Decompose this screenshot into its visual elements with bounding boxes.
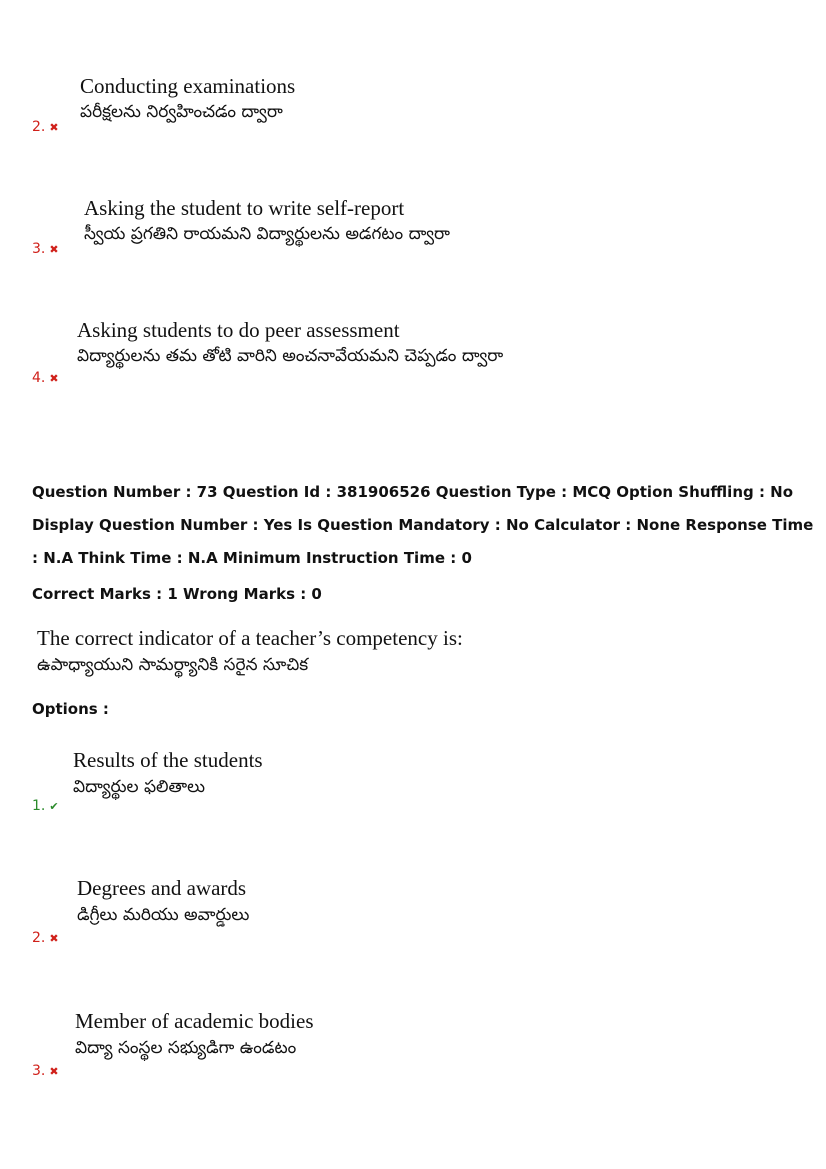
option-english: Results of the students <box>73 748 263 772</box>
option-1 <box>32 748 632 818</box>
option-telugu: విద్యార్థుల ఫలితాలు <box>73 777 206 797</box>
prev-option-2 <box>32 74 632 140</box>
question-text-english: The correct indicator of a teacher’s competency is: <box>37 626 463 650</box>
question-meta-line-1: Question Number : 73 Question Id : 381906526 Question Type : MCQ Option Shuffling : No <box>32 483 794 501</box>
option-telugu: విద్యా సంస్థల సభ్యుడిగా ఉండటం <box>75 1038 297 1058</box>
prev-option-3 <box>32 196 632 262</box>
option-english: Conducting examinations <box>80 74 296 98</box>
option-2 <box>32 876 632 948</box>
check-icon: ✔ <box>49 800 59 813</box>
cross-icon: ✖ <box>49 932 59 945</box>
option-number: 4. ✖ <box>32 370 59 386</box>
option-telugu: స్వీయ ప్రగతిని రాయమని విద్యార్థులను అడగటం ద్వారా <box>84 224 450 244</box>
option-telugu: పరీక్షలను నిర్వహించడం ద్వారా <box>80 102 283 122</box>
cross-icon: ✖ <box>49 243 59 256</box>
question-meta-line-3: : N.A Think Time : N.A Minimum Instruction Time : 0 <box>32 549 472 567</box>
option-number: 3. ✖ <box>32 1063 59 1079</box>
option-number: 2. ✖ <box>32 930 59 946</box>
option-telugu: విద్యార్థులను తమ తోటి వారిని అంచనావేయమని చెప్పడం ద్వారా <box>77 346 504 366</box>
option-number: 2. ✖ <box>32 119 59 135</box>
option-number: 1. ✔ <box>32 798 59 814</box>
question-meta-line-2: Display Question Number : Yes Is Question Mandatory : No Calculator : None Response Time <box>32 516 814 534</box>
option-telugu: డిగ్రీలు మరియు అవార్డులు <box>77 905 250 925</box>
option-number: 3. ✖ <box>32 241 59 257</box>
option-3 <box>32 1009 632 1081</box>
option-english: Degrees and awards <box>77 876 247 900</box>
cross-icon: ✖ <box>49 372 59 385</box>
options-label: Options : <box>32 700 109 718</box>
question-text-telugu: ఉపాధ్యాయుని సామర్థ్యానికి సరైన సూచిక <box>37 655 309 675</box>
option-english: Asking the student to write self-report <box>84 196 405 220</box>
question-marks: Correct Marks : 1 Wrong Marks : 0 <box>32 585 322 603</box>
cross-icon: ✖ <box>49 121 59 134</box>
cross-icon: ✖ <box>49 1065 59 1078</box>
option-english: Asking students to do peer assessment <box>77 318 400 342</box>
option-english: Member of academic bodies <box>75 1009 314 1033</box>
prev-option-4 <box>32 318 672 390</box>
